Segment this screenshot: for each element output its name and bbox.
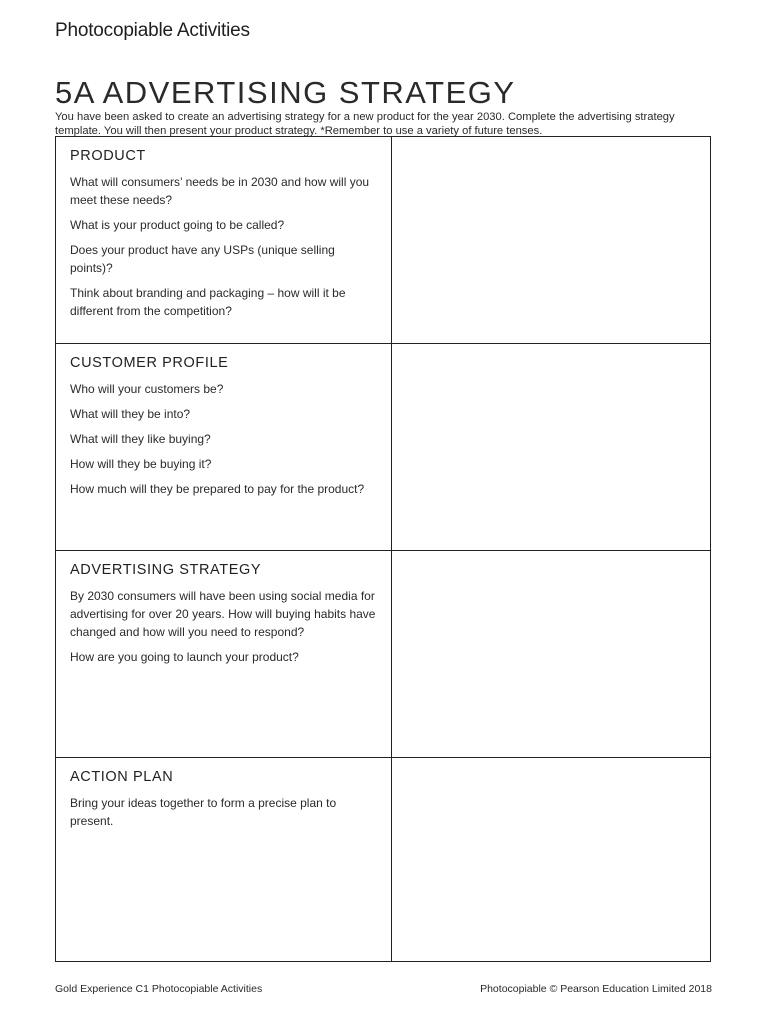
product-question: What is your product going to be called? xyxy=(70,218,285,232)
advertising-strategy-heading: ADVERTISING STRATEGY xyxy=(70,562,262,578)
strategy-template-table xyxy=(55,136,711,962)
customer-profile-answer-box[interactable] xyxy=(392,344,710,551)
footer-book-title: Gold Experience C1 Photocopiable Activities xyxy=(55,983,263,995)
product-question: What will consumers’ needs be in 2030 and how will you meet these needs? xyxy=(70,175,370,207)
advertising-strategy-question: How are you going to launch your product? xyxy=(70,650,299,664)
customer-profile-question: What will they be into? xyxy=(70,407,191,421)
product-answer-box[interactable] xyxy=(392,137,710,344)
product-heading: PRODUCT xyxy=(70,148,146,164)
customer-profile-question: How will they be buying it? xyxy=(70,457,212,471)
advertising-strategy-question: By 2030 consumers will have been using social media for advertising for over 20 years. How will buying habits have changed and how will you need to respond? xyxy=(70,589,376,639)
customer-profile-heading: CUSTOMER PROFILE xyxy=(70,355,229,371)
intro-text: You have been asked to create an advertising strategy for a new product for the year 2030. Complete the advertising strategy template. You will then present your product strategy. *Remember to use a variety of future tenses. xyxy=(55,111,675,138)
action-plan-prompt-cell xyxy=(56,758,392,961)
advertising-strategy-prompt-cell xyxy=(56,551,392,758)
customer-profile-prompt-cell xyxy=(56,344,392,551)
customer-profile-question: Who will your customers be? xyxy=(70,382,224,396)
advertising-strategy-answer-box[interactable] xyxy=(392,551,710,758)
customer-profile-question: How much will they be prepared to pay for the product? xyxy=(70,482,365,496)
action-plan-heading: ACTION PLAN xyxy=(70,769,174,785)
series-label: Photocopiable Activities xyxy=(55,20,250,41)
product-prompt-cell xyxy=(56,137,392,344)
product-question: Think about branding and packaging – how will it be different from the competition? xyxy=(70,286,346,318)
customer-profile-question: What will they like buying? xyxy=(70,432,211,446)
action-plan-answer-box[interactable] xyxy=(392,758,710,961)
product-question: Does your product have any USPs (unique selling points)? xyxy=(70,243,335,275)
action-plan-question: Bring your ideas together to form a precise plan to present. xyxy=(70,796,337,828)
footer-copyright: Photocopiable © Pearson Education Limited 2018 xyxy=(480,983,712,995)
page-title: 5A ADVERTISING STRATEGY xyxy=(55,74,516,110)
